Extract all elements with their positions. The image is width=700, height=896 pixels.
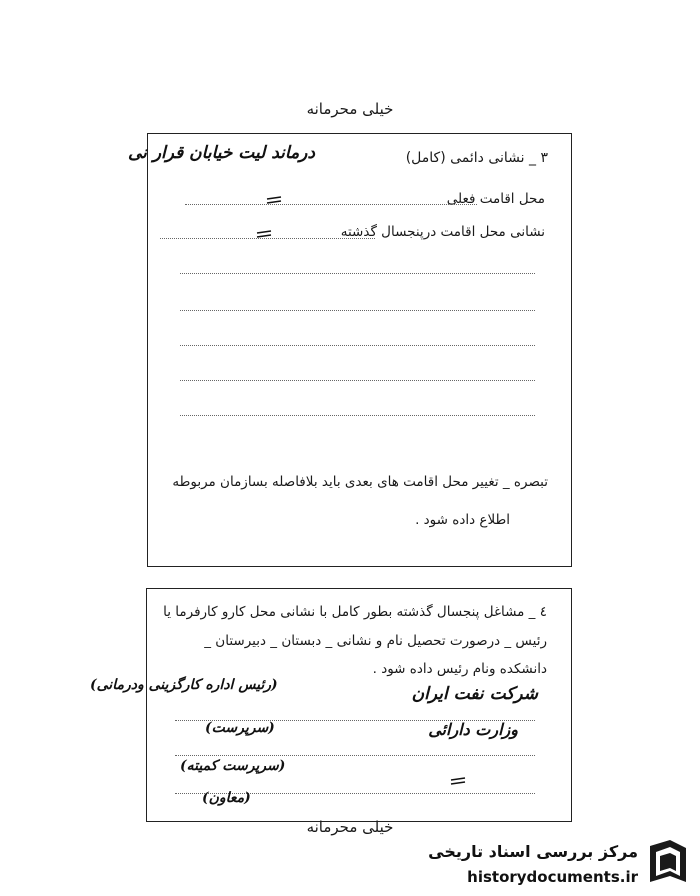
section-4-box [146,588,572,822]
blank-dotted-line [180,380,535,381]
permanent-address-handwritten: درماند لیت خیابان قرار نی [128,143,315,163]
archive-watermark [408,828,700,896]
blank-dotted-line [180,273,535,274]
book-logo-icon [644,836,692,888]
past-residence-label: نشانی محل اقامت درپنجسال گذشته [340,224,545,240]
blank-dotted-line [180,310,535,311]
handwritten-position-3: (سرپرست کمیته) [180,758,286,774]
handwritten-position-2: (سرپرست) [205,720,275,736]
page-header-classification: خیلی محرمانه [306,100,394,118]
jobs-label-line-3: دانشکده ونام رئیس داده شود . [372,661,547,677]
ditto-mark-icon [450,777,466,785]
current-residence-dotted-line [185,204,477,205]
permanent-address-label: ۳ _ نشانی دائمی (کامل) [405,150,548,166]
jobs-label-line-2: رئیس _ درصورت تحصیل نام و نشانی _ دبستان _ دبیرستان _ [204,633,547,649]
page-footer-classification: خیلی محرمانه [306,818,394,836]
blank-dotted-line [175,755,535,756]
handwritten-employer-2: وزارت دارائی [428,720,518,739]
handwritten-position-1: (رئیس اداره کارگزینی ودرمانی) [90,677,278,693]
archive-url: historydocuments.ir [467,868,638,886]
handwritten-position-4: (معاون) [202,790,251,806]
current-residence-label: محل اقامت فعلی [446,191,545,207]
note-line-1: تبصره _ تغییر محل اقامت های بعدی باید بلافاصله بسازمان مربوطه [172,474,548,490]
blank-dotted-line [180,415,535,416]
jobs-label-line-1: ٤ _ مشاغل پنجسال گذشته بطور کامل با نشانی محل کارو کارفرما یا [163,604,547,620]
handwritten-employer-1: شرکت نفت ایران [411,684,538,704]
ditto-mark-icon [266,196,282,204]
archive-title: مرکز بررسی اسناد تاریخی [428,842,638,861]
past-residence-dotted-line [160,238,375,239]
note-line-2: اطلاع داده شود . [415,512,510,528]
ditto-mark-icon [256,230,272,238]
blank-dotted-line [180,345,535,346]
